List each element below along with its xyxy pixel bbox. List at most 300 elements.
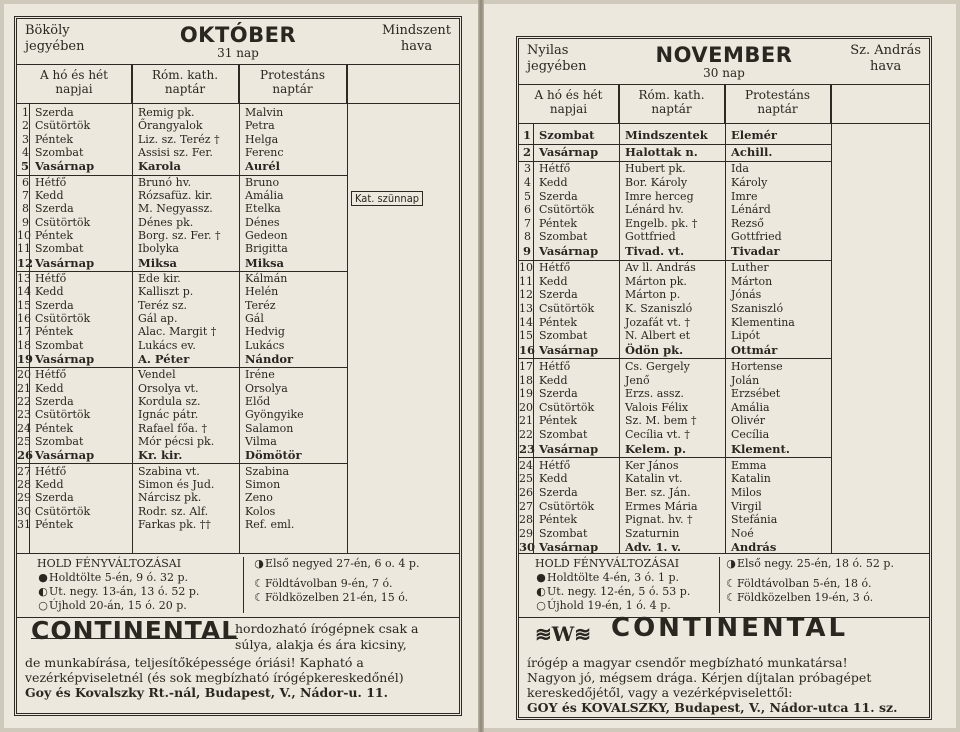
november-advertisement: ≋W≋ CONTINENTAL írógép a magyar csendőr megbízható munkatársa! Nagyon jó, mégsem drága. Kérjen díjtalan próbagépet kereskedőjétől, vagy a vezérképviselettől: GOY és KOVALSZKY, Budapest, V., Nádor-utca 11. sz. [527,613,898,715]
day-number: 23 [519,441,536,456]
day-number: 10 [519,261,533,275]
catholic-name: Márton pk. [625,274,687,288]
day-number: 17 [519,360,533,373]
moon-title: HOLD FÉNYVÁLTOZÁSAI [535,557,680,570]
weekday: Csütörtök [35,119,91,133]
protestant-name: Malvin [245,106,284,119]
day-row [519,231,831,244]
catholic-name: Jozafát vt. † [625,315,691,329]
day-number: 22 [17,394,31,408]
catholic-name: Assisi sz. Fer. [138,145,213,159]
day-row [17,423,347,436]
day-row [17,190,347,203]
day-row [17,134,347,147]
catholic-name: M. Negyassz. [138,202,213,216]
col-header-days: A hó és hét napjai [519,85,619,123]
catholic-name: N. Albert et [625,329,691,343]
protestant-name: Emma [731,458,767,472]
catholic-name: Alac. Margit † [138,325,217,339]
day-row [17,120,347,133]
weekday: Szerda [35,202,74,216]
protestant-name: Ida [731,162,749,176]
last-quarter-icon: ◐ [38,585,48,598]
weekday: Szombat [539,128,595,142]
october-title: OKTÓBER [179,23,297,47]
col-header-catholic: Róm. kath. naptár [619,85,725,123]
protestant-name: Ref. eml. [245,517,295,531]
protestant-name: Gál [245,311,264,325]
protestant-name: Tivadar [731,244,780,258]
header-rule [519,123,929,124]
day-number: 23 [17,408,31,422]
day-row [17,273,347,286]
protestant-name: Katalin [731,472,771,486]
day-number: 25 [17,434,31,448]
new-moon-icon: ○ [38,599,48,612]
catholic-name: Liz. sz. Teréz † [138,132,220,146]
catholic-name: Ibolyka [138,242,179,256]
catholic-name: Mór pécsi pk. [138,434,215,448]
catholic-name: Farkas pk. †† [138,517,211,531]
catholic-name: Lénárd hv. [625,203,684,217]
protestant-name: Luther [731,261,769,275]
col-divider [831,85,832,553]
protestant-name: Lénárd [731,203,771,217]
day-row [17,449,347,462]
protestant-name: Márton [731,274,773,288]
weekday: Szerda [35,298,74,312]
weekday: Szerda [539,486,578,499]
header-rule [17,103,459,104]
day-row [519,375,831,388]
weekday: Szombat [539,428,588,441]
catholic-name: Ignác pátr. [138,408,199,422]
protestant-name: Hortense [731,360,783,373]
moon-phases-left [37,557,199,613]
day-row [17,506,347,519]
weekday: Péntek [35,325,74,339]
day-number: 11 [519,274,533,288]
weekday: Szerda [539,189,578,203]
weekday: Csütörtök [35,408,91,422]
protestant-name: Jolán [731,373,760,387]
catholic-name: Hubert pk. [625,162,686,176]
weekday: Kedd [35,285,64,299]
weekday: Csütörtök [35,504,91,518]
catholic-name: Sz. M. bem † [625,414,697,428]
weekday: Vasárnap [539,145,599,160]
catholic-name: Ber. sz. Ján. [625,486,691,499]
day-row [17,107,347,120]
catholic-name: Gál ap. [138,311,178,325]
day-row [519,218,831,231]
day-row [519,276,831,289]
day-row [519,443,831,456]
catholic-name: Márton p. [625,288,681,302]
protestant-name: Zeno [245,491,273,505]
day-row [17,203,347,216]
weekday: Péntek [539,513,578,527]
day-row [17,147,347,160]
protestant-name: Simon [245,477,281,491]
catholic-name: Szaturnin [625,526,680,540]
weekday: Csütörtök [539,400,595,414]
moon-divider [719,557,720,613]
day-number: 1 [22,106,29,119]
last-quarter-line: ◐Ut. negy. 13-án, 13 ó. 52 p. [38,585,200,598]
day-number: 21 [17,381,31,395]
protestant-name: Noé [731,526,754,540]
catholic-name: Kr. kir. [138,448,183,463]
protestant-name: Iréne [245,368,275,382]
apogee-line: ☾Földtávolban 9-én, 7 ó. [254,577,393,590]
catholic-name: Katalin vt. [625,472,683,486]
col-header-protestant: Protestáns naptár [725,85,831,123]
day-row [519,361,831,374]
day-row [519,262,831,275]
weekday: Hétfő [35,272,67,285]
weekday: Szerda [35,491,74,505]
catholic-name: Kelem. p. [625,441,686,456]
catholic-name: Jenő [625,373,650,387]
weekday: Szombat [35,434,84,448]
weekday: Hétfő [35,175,67,189]
catholic-name: Őrangyalok [138,119,203,133]
weekday: Kedd [35,189,64,202]
protestant-name: Olivér [731,414,766,428]
col-header-protestant: Protestáns naptár [239,65,347,103]
weekday: Kedd [35,381,64,395]
new-moon-line: ○Újhold 20-án, 15 ó. 20 p. [38,599,187,612]
day-row [17,353,347,366]
november-title: NOVEMBER [655,43,793,67]
weekday: Hétfő [539,162,571,176]
weekday: Csütörtök [539,499,595,513]
protestant-name: Ferenc [245,145,284,159]
november-header [519,39,929,85]
day-number: 14 [519,315,533,329]
day-number: 19 [17,351,34,366]
last-quarter-line: ◐Ut. negy. 12-én, 5 ó. 53 p. [536,585,691,598]
day-number: 7 [524,216,531,230]
day-number: 9 [22,215,29,229]
catholic-name: Erzs. assz. [625,387,684,401]
day-row [17,257,347,270]
day-number: 2 [522,145,531,160]
day-number: 13 [519,302,533,315]
catholic-name: Pignat. hv. † [625,513,693,527]
day-row [519,163,831,176]
catholic-name: Kalliszt p. [138,285,194,299]
day-number: 17 [17,325,31,339]
weekday: Szombat [539,230,588,244]
moon-phases-left [535,557,690,613]
day-row [519,528,831,541]
day-number: 20 [17,368,31,382]
weekday: Péntek [539,414,578,428]
protestant-name: Helga [245,132,279,146]
new-moon-line: ○Újhold 19-én, 1 ó. 4 p. [536,599,671,612]
day-row [17,479,347,492]
catholic-name: Engelb. pk. † [625,216,698,230]
day-number: 7 [22,189,29,202]
apogee-icon: ☾ [254,577,264,590]
day-row [17,160,347,173]
catholic-name: Orsolya vt. [138,381,199,395]
catholic-name: Halottak n. [625,145,698,160]
ad-brand: CONTINENTAL [31,616,239,645]
first-quarter-icon: ◑ [726,557,736,570]
perigee-icon: ☾ [726,591,736,604]
day-row [519,204,831,217]
catholic-name: Gottfried [625,230,676,244]
day-row [17,466,347,479]
day-row [519,289,831,302]
day-number: 1 [522,128,531,142]
day-row [519,303,831,316]
day-number: 3 [22,132,29,146]
catholic-name: Borg. sz. Fer. † [138,228,221,242]
weekday: Csütörtök [539,302,595,315]
weekday: Szombat [539,526,588,540]
weekday: Vasárnap [539,441,599,456]
weekday: Szombat [539,329,588,343]
protestant-name: Stefánia [731,513,778,527]
day-row [17,326,347,339]
protestant-name: Erzsébet [731,387,781,401]
apogee-icon: ☾ [726,577,736,590]
day-row [519,344,831,357]
protestant-name: Gottfried [731,230,782,244]
day-number: 12 [17,255,34,270]
full-moon-line: ●Holdtölte 4-én, 3 ó. 1 p. [536,571,680,584]
protestant-name: Achill. [731,145,773,160]
day-row [17,340,347,353]
winged-logo-icon: ≋W≋ [535,622,591,646]
day-row [17,409,347,422]
new-moon-icon: ○ [536,599,546,612]
october-zodiac: Bököly jegyében [25,23,85,54]
day-number: 5 [524,189,531,203]
weekday: Kedd [539,373,568,387]
day-number: 18 [519,373,533,387]
catholic-name: Kordula sz. [138,394,201,408]
day-row [17,519,347,532]
day-number: 18 [17,338,31,352]
day-row [519,460,831,473]
day-row [519,402,831,415]
day-row [519,473,831,486]
catholic-name: A. Péter [138,351,190,366]
week-separator [17,367,347,368]
weekday: Péntek [539,315,578,329]
last-quarter-icon: ◐ [536,585,546,598]
day-row [519,415,831,428]
catholic-name: Miksa [138,255,177,270]
november-frame [516,36,932,720]
weekday: Vasárnap [539,540,599,555]
day-number: 24 [519,458,533,472]
day-number: 6 [22,175,29,189]
catholic-name: Vendel [138,368,176,382]
apogee-line: ☾Földtávolban 5-én, 18 ó. [726,577,872,590]
day-number: 29 [17,491,31,505]
day-row [17,383,347,396]
catholic-name: Dénes pk. [138,215,194,229]
day-row [519,129,831,142]
full-moon-icon: ● [38,571,48,584]
protestant-name: Brigitta [245,242,288,256]
protestant-name: Lipót [731,329,760,343]
day-number: 29 [519,526,533,540]
day-row [519,429,831,442]
protestant-name: Klement. [731,441,790,456]
protestant-name: Milos [731,486,762,499]
day-row [17,396,347,409]
october-page [4,4,478,728]
catholic-name: Teréz sz. [138,298,187,312]
protestant-name: András [731,540,777,555]
day-number: 11 [17,242,31,256]
protestant-name: Szaniszló [731,302,784,315]
day-number: 3 [524,162,531,176]
day-number: 27 [519,499,533,513]
moon-phases-right [725,557,894,605]
day-row [17,300,347,313]
protestant-name: Elemér [731,128,777,142]
weekday: Kedd [35,477,64,491]
catholic-name: Simon és Jud. [138,477,215,491]
catholic-name: Av ll. András [625,261,696,275]
protestant-name: Szabina [245,464,290,478]
protestant-name: Kálmán [245,272,288,285]
day-number: 15 [519,329,533,343]
november-patron: Sz. András hava [850,43,921,74]
col-header-days: A hó és hét napjai [17,65,132,103]
day-row [17,230,347,243]
protestant-name: Dénes [245,215,280,229]
day-number: 2 [22,119,29,133]
day-number: 30 [519,540,536,555]
day-number: 9 [522,244,531,258]
protestant-name: Aurél [245,159,281,174]
catholic-name: Remig pk. [138,106,195,119]
weekday: Kedd [539,472,568,486]
protestant-name: Hedvig [245,325,285,339]
weekday: Szombat [35,145,84,159]
protestant-name: Amália [731,400,770,414]
perigee-line: ☾Földközelben 21-én, 15 ó. [254,591,409,604]
protestant-name: Salamon [245,421,294,435]
moon-rule [17,553,459,554]
weekday: Kedd [539,176,568,189]
day-number: 13 [17,272,31,285]
catholic-name: Szabina vt. [138,464,200,478]
protestant-name: Gyöngyike [245,408,304,422]
day-row [519,146,831,159]
protestant-name: Dömötör [245,448,302,463]
catholic-name: Rózsafüz. kir. [138,189,213,202]
week-separator [17,271,347,272]
day-row [17,177,347,190]
day-number: 26 [519,486,533,499]
october-days-count: 31 nap [217,46,259,60]
full-moon-line: ●Holdtölte 5-én, 9 ó. 32 p. [38,571,189,584]
catholic-name: Karola [138,159,181,174]
day-number: 4 [524,176,531,189]
catholic-name: Rodr. sz. Alf. [138,504,209,518]
first-quarter-icon: ◑ [254,557,264,570]
weekday: Csütörtök [35,311,91,325]
catholic-name: Ker János [625,458,679,472]
day-number: 10 [17,228,31,242]
catholic-name: Brunó hv. [138,175,192,189]
weekday: Hétfő [539,360,571,373]
october-header [17,19,459,65]
first-quarter-line: ◑Első negyed 27-én, 6 o. 4 p. [254,557,420,570]
weekday: Péntek [35,517,74,531]
catholic-name: Valois Félix [625,400,689,414]
weekday: Csütörtök [539,203,595,217]
weekday: Csütörtök [35,215,91,229]
col-header-catholic: Róm. kath. naptár [132,65,239,103]
day-number: 19 [519,387,533,401]
protestant-name: Cecília [731,428,770,441]
protestant-name: Rezső [731,216,764,230]
first-quarter-line: ◑Első negy. 25-én, 18 ó. 52 p. [726,557,894,570]
day-number: 28 [519,513,533,527]
catholic-name: Adv. 1. v. [625,540,682,555]
weekday: Szerda [35,394,74,408]
weekday: Kedd [539,274,568,288]
october-frame [14,16,462,716]
protestant-name: Ottmár [731,342,778,357]
weekday: Szombat [35,242,84,256]
day-row [17,313,347,326]
october-advertisement: CONTINENTAL hordozható írógépnek csak a súlya, alakja és ára kicsiny, de munkabírása, teljesítőképessége óriási! Kapható a vezérképviseletnél (és sok megbízható írógépkereskedőnél) Goy és Kovalszky Rt.-nál, Budapest, V., Nádor-u. 11. [25,616,419,700]
protestant-name: Nándor [245,351,294,366]
protestant-name: Petra [245,119,275,133]
perigee-icon: ☾ [254,591,264,604]
weekday: Vasárnap [35,255,95,270]
protestant-name: Orsolya [245,381,288,395]
holiday-annotation: Kat. szünnap [351,191,423,206]
moon-phases-right [253,557,419,605]
weekday: Hétfő [539,261,571,275]
day-row [519,191,831,204]
protestant-name: Gedeon [245,228,288,242]
protestant-name: Imre [731,189,758,203]
protestant-name: Virgil [731,499,762,513]
catholic-name: Nárcisz pk. [138,491,202,505]
day-row [519,501,831,514]
day-number: 14 [17,285,31,299]
moon-title: HOLD FÉNYVÁLTOZÁSAI [37,557,182,570]
protestant-name: Bruno [245,175,280,189]
protestant-name: Kolos [245,504,276,518]
full-moon-icon: ● [536,571,546,584]
day-row [519,177,831,190]
col-divider [347,65,348,553]
protestant-name: Miksa [245,255,284,270]
weekday: Szerda [35,106,74,119]
day-number: 27 [17,464,31,478]
catholic-name: Rafael főa. † [138,421,207,435]
catholic-name: Mindszentek [625,128,708,142]
catholic-name: Ödön pk. [625,342,684,357]
protestant-name: Lukács [245,338,285,352]
day-number: 12 [519,288,533,302]
